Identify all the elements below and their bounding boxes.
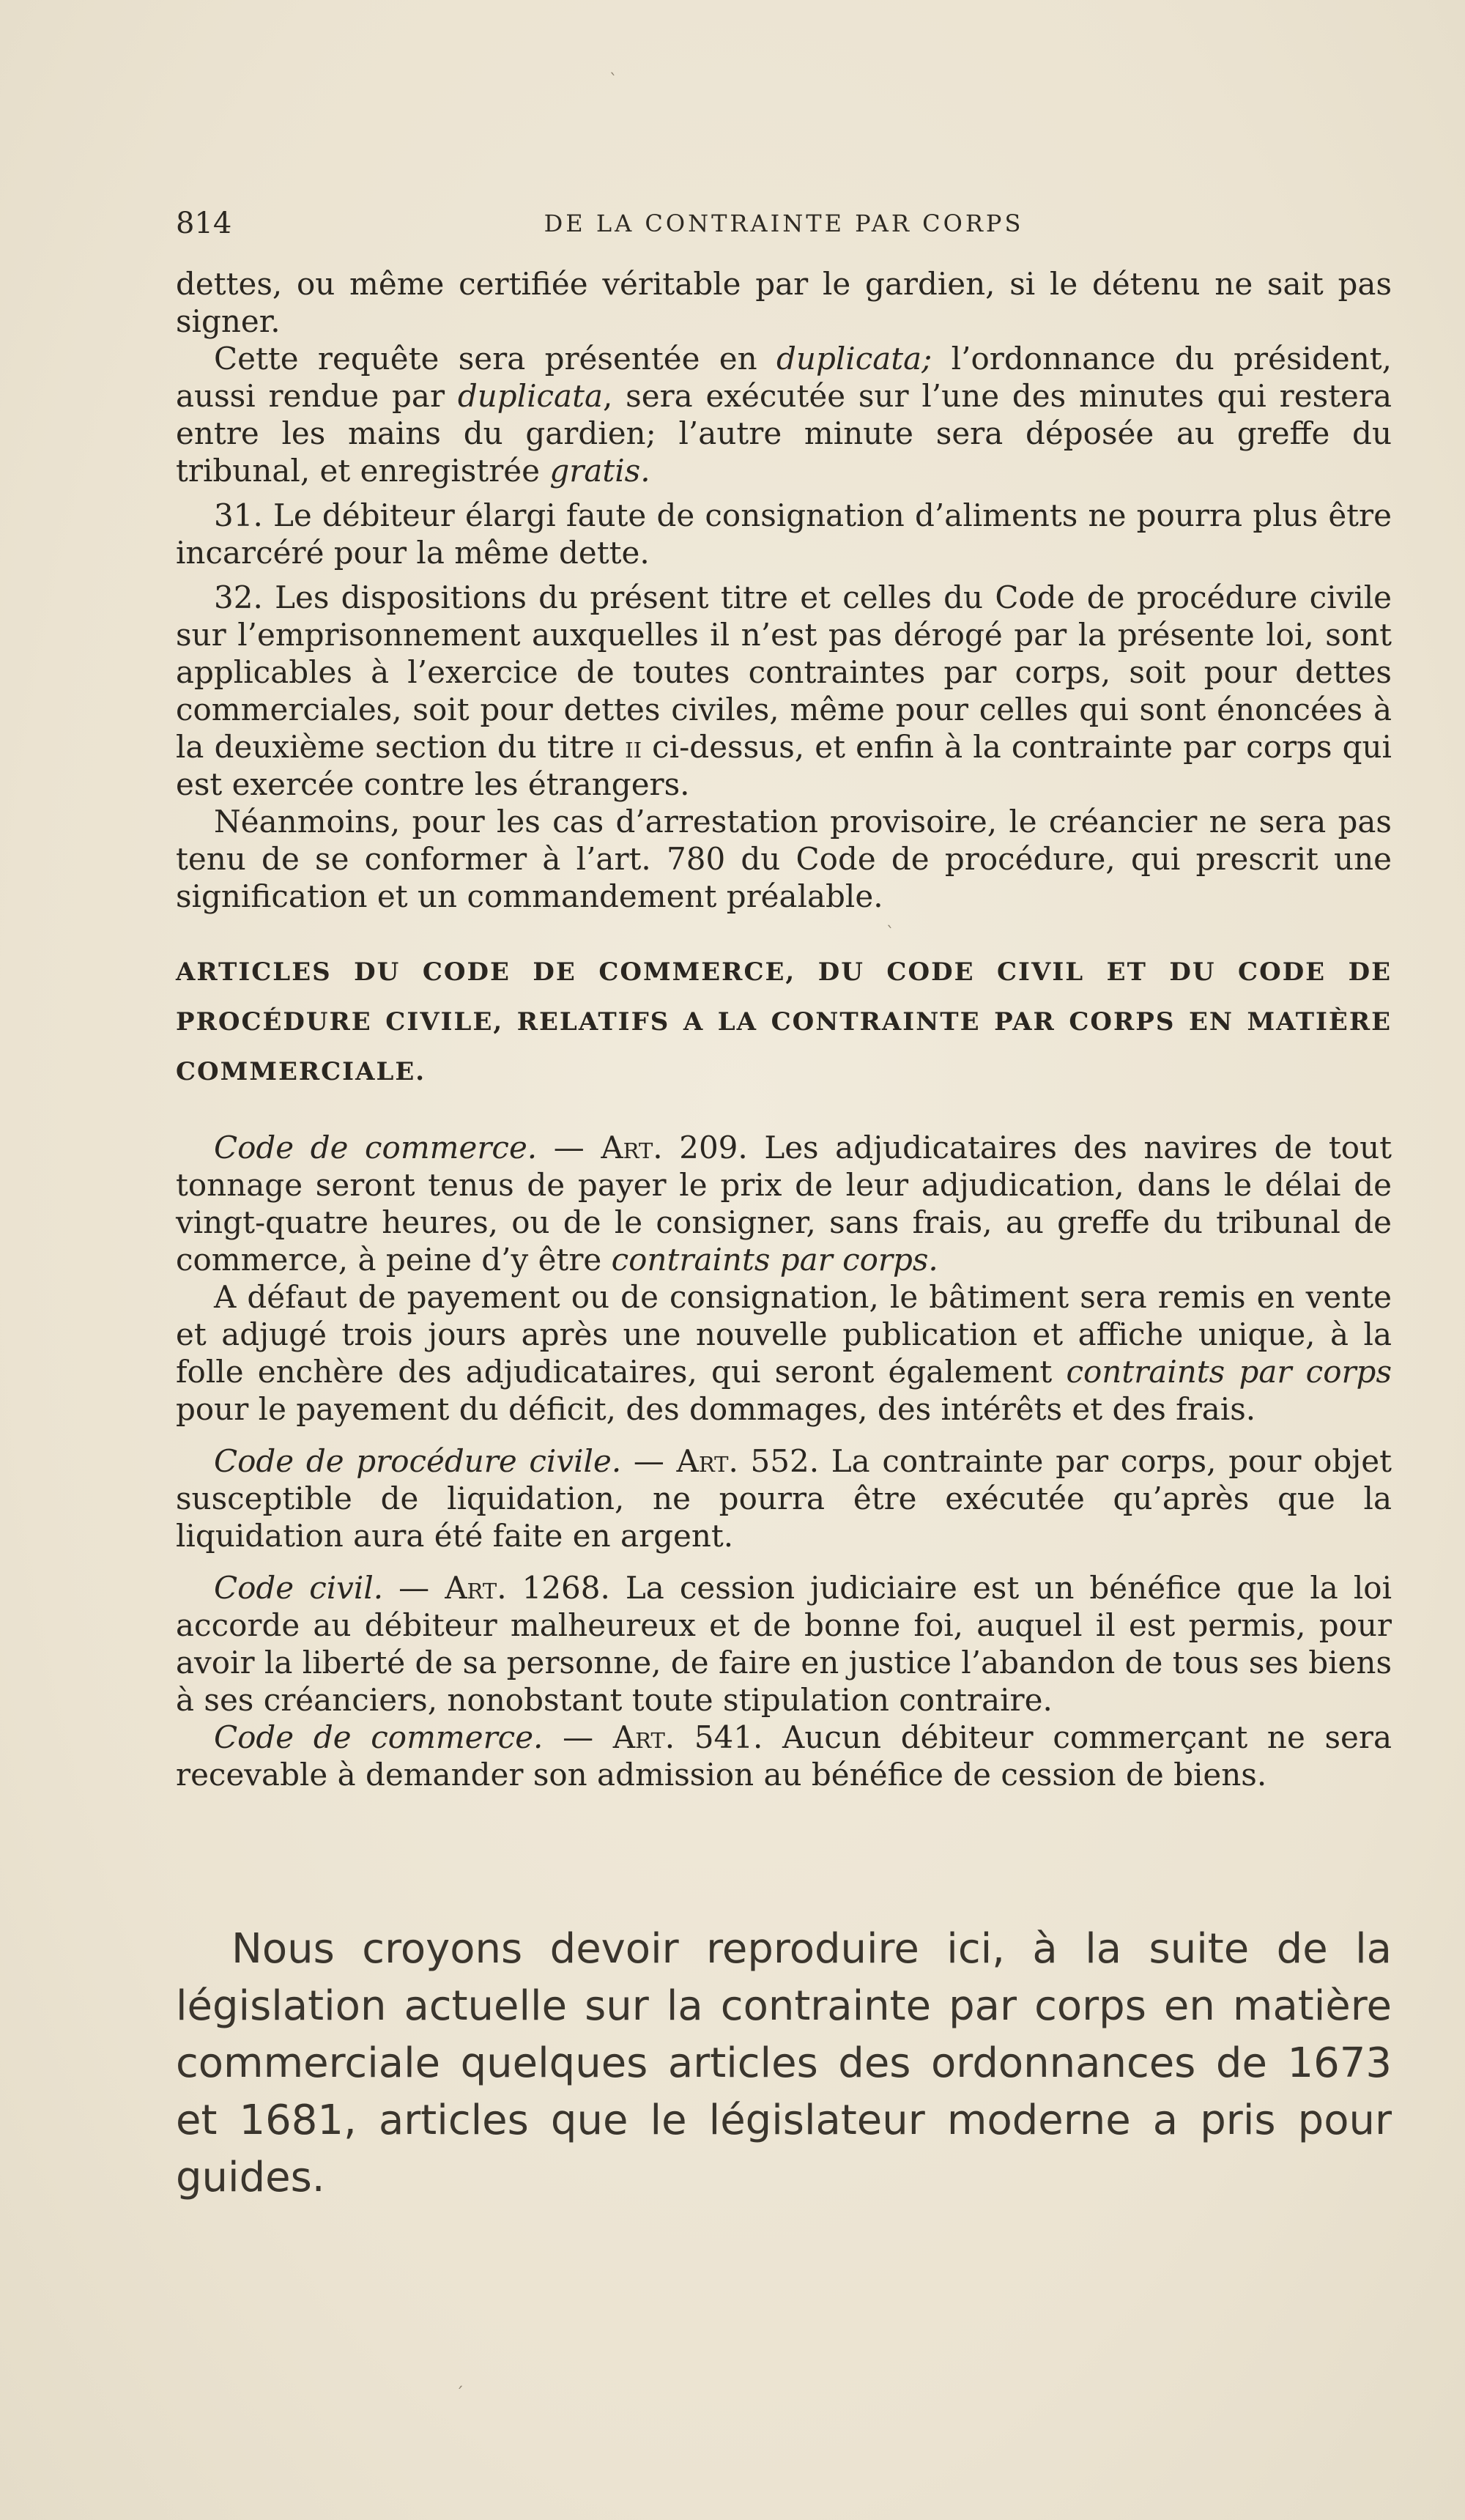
italic-term: duplicata	[457, 378, 604, 414]
paragraph-text: Cette requête sera présentée en	[214, 341, 777, 377]
paragraph-continuation	[176, 265, 1392, 340]
roman-numeral: ii	[625, 729, 642, 765]
italic-term: contraints par corps.	[611, 1242, 938, 1278]
paragraph-text: Aucun débiteur commerçant ne sera recevable à demander son admission au bénéfice de cession de biens.	[176, 1719, 1392, 1793]
paragraph-text: ci-dessus, et enfin à la contrainte par corps qui est exercée contre les étrangers.	[176, 729, 1392, 802]
article-code-commerce-209-cont	[176, 1278, 1392, 1428]
section-title: ARTICLES DU CODE DE COMMERCE, DU CODE CIVIL ET DU CODE DE PROCÉDURE CIVILE, RELATIFS A LA CONTRAINTE PAR CORPS EN MATIÈRE COMMERCIALE.	[176, 957, 1392, 1086]
article-code-procedure-552	[176, 1442, 1392, 1554]
page-header	[176, 207, 1392, 243]
paragraph-text: Le débiteur élargi faute de consignation d’aliments ne pourra plus être incarcéré pour la même dette.	[176, 497, 1392, 571]
page-number: 814	[176, 207, 232, 240]
dash: —	[543, 1719, 613, 1755]
code-source: Code de procédure civile.	[214, 1443, 622, 1479]
dash: —	[621, 1443, 677, 1479]
article-32	[176, 579, 1392, 803]
dash: —	[537, 1130, 601, 1166]
paragraph-text: dettes, ou même certifiée véritable par le gardien, si le détenu ne sait pas signer.	[176, 266, 1392, 339]
article-reference: Art. 541.	[612, 1719, 763, 1755]
paragraph-text: La cession judiciaire est un bénéfice que la loi accorde au débiteur malheureux et de bonne foi, auquel il est permis, pour avoir la liberté de sa personne, de faire en justice l’abandon de tous ses biens à ses créanciers, nonobstant toute stipulation contraire.	[176, 1570, 1392, 1718]
paragraph-text: Les dispositions du présent titre et celles du Code de procédure civile sur l’emprisonnement auxquelles il n’est pas dérogé par la présente loi, sont applicables à l’exercice de toutes contraintes par corps, soit pour dettes commerciales, soit pour dettes civiles, même pour celles qui sont énoncées à la deuxième section du titre	[176, 579, 1392, 765]
paragraph-neanmoins	[176, 803, 1392, 915]
paper-speck: ˋ	[886, 924, 894, 943]
paper-speck: ˋ	[609, 72, 617, 90]
article-reference: Art. 1268.	[445, 1570, 610, 1606]
code-source: Code civil.	[214, 1570, 384, 1606]
italic-term: gratis.	[549, 453, 650, 489]
paragraph-text: pour le payement du déficit, des dommages, des intérêts et des frais.	[176, 1391, 1256, 1427]
article-code-commerce-209	[176, 1129, 1392, 1278]
article-31	[176, 497, 1392, 571]
article-reference: Art. 552.	[676, 1443, 820, 1479]
paragraph-duplicata	[176, 340, 1392, 489]
code-source: Code de commerce.	[214, 1719, 544, 1755]
article-reference: Art. 209.	[601, 1130, 748, 1166]
main-text	[176, 265, 1392, 1793]
paragraph-text: , sera exécutée sur l’une des minutes qui restera entre les mains du gardien; l’autre minute sera déposée au greffe du tribunal, et enregistrée	[176, 378, 1392, 489]
dash: —	[383, 1570, 445, 1606]
paper-speck: ˊ	[456, 2385, 464, 2404]
article-code-commerce-541	[176, 1719, 1392, 1793]
code-source: Code de commerce.	[214, 1130, 538, 1166]
paragraph-text: l’ordonnance du président, aussi rendue par	[176, 341, 1392, 414]
running-title: DE LA CONTRAINTE PAR CORPS	[544, 210, 1024, 237]
article-number: 31.	[214, 497, 263, 533]
editorial-note: Nous croyons devoir reproduire ici, à la suite de la législation actuelle sur la contrainte par corps en matière commerciale quelques articles des ordonnances de 1673 et 1681, articles que le législateur moderne a pris pour guides.	[176, 1925, 1392, 2201]
paragraph-text: A défaut de payement ou de consignation, le bâtiment sera remis en vente et adjugé trois jours après une nouvelle publication et affiche unique, à la folle enchère des adjudicataires, qui seront également	[176, 1279, 1392, 1390]
paragraph-text: La contrainte par corps, pour objet susceptible de liquidation, ne pourra être exécutée qu’après que la liquidation aura été faite en argent.	[176, 1443, 1392, 1554]
paragraph-text: Les adjudicataires des navires de tout tonnage seront tenus de payer le prix de leur adjudication, dans le délai de vingt-quatre heures, ou de le consigner, sans frais, au greffe du tribunal de commerce, à peine d’y être	[176, 1130, 1392, 1278]
article-code-civil-1268	[176, 1569, 1392, 1719]
paragraph-text: Néanmoins, pour les cas d’arrestation provisoire, le créancier ne sera pas tenu de se conformer à l’art. 780 du Code de procédure, qui prescrit une signification et un commandement préalable.	[176, 804, 1392, 914]
article-number: 32.	[214, 579, 263, 615]
italic-term: duplicata;	[776, 341, 932, 377]
italic-term: contraints par corps	[1066, 1354, 1392, 1390]
